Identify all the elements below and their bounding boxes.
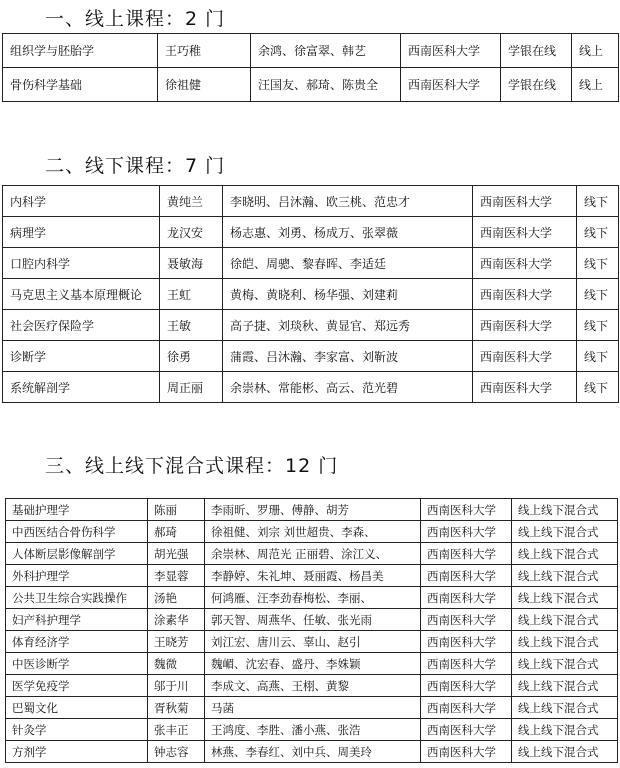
team-members-cell: 马菡 [205,697,421,719]
course-name-cell: 巴蜀文化 [6,697,148,719]
course-name-cell: 系统解剖学 [3,372,160,403]
course-name-cell: 针灸学 [6,719,148,741]
mode-cell: 线上 [572,34,619,68]
school-cell: 西南医科大学 [473,248,577,279]
offline-course-table [2,185,619,403]
table-row [3,341,619,372]
school-cell: 西南医科大学 [421,697,512,719]
table-row [6,565,618,587]
mode-cell: 线下 [577,310,619,341]
lead-teacher-cell: 郝琦 [148,521,205,543]
course-name-cell: 中医诊断学 [6,653,148,675]
school-cell: 西南医科大学 [421,543,512,565]
lead-teacher-cell: 钟志容 [148,741,205,763]
course-name-cell: 中西医结合骨伤科学 [6,521,148,543]
table-row [3,186,619,217]
lead-teacher-cell: 周正丽 [160,372,223,403]
mode-cell: 线下 [577,186,619,217]
team-members-cell: 徐皑、周骢、黎春晖、李适廷 [223,248,473,279]
table-row [6,653,618,675]
team-members-cell: 刘江宏、唐川云、辜山、赵引 [205,631,421,653]
school-cell: 西南医科大学 [473,341,577,372]
lead-teacher-cell: 汤艳 [148,587,205,609]
mode-cell: 线下 [577,217,619,248]
team-members-cell: 郭天智、周燕华、任敏、张光雨 [205,609,421,631]
school-cell: 西南医科大学 [421,653,512,675]
table-row [6,609,618,631]
table-row [6,741,618,763]
mode-cell: 线上线下混合式 [512,719,618,741]
table-row [6,697,618,719]
school-cell: 西南医科大学 [421,741,512,763]
school-cell: 西南医科大学 [421,631,512,653]
table-row [6,675,618,697]
team-members-cell: 魏嵋、沈宏春、盛丹、李姝颖 [205,653,421,675]
team-members-cell: 蒲霞、吕沐瀚、李家富、刘靳波 [223,341,473,372]
school-cell: 西南医科大学 [421,719,512,741]
mode-cell: 线上线下混合式 [512,653,618,675]
lead-teacher-cell: 胡光强 [148,543,205,565]
school-cell: 西南医科大学 [421,587,512,609]
section-title-offline: 二、线下课程：7 门 [45,155,226,177]
lead-teacher-cell: 王虹 [160,279,223,310]
team-members-cell: 杨志惠、刘勇、杨成万、张翠薇 [223,217,473,248]
mode-cell: 线下 [577,372,619,403]
mode-cell: 线上 [572,68,619,102]
team-members-cell: 余崇林、常能彬、高云、范光碧 [223,372,473,403]
blended-course-rows [6,499,618,763]
course-name-cell: 外科护理学 [6,565,148,587]
table-row [3,217,619,248]
course-name-cell: 口腔内科学 [3,248,160,279]
mode-cell: 线上线下混合式 [512,499,618,521]
course-name-cell: 基础护理学 [6,499,148,521]
school-cell: 西南医科大学 [421,521,512,543]
course-name-cell: 公共卫生综合实践操作 [6,587,148,609]
course-name-cell: 病理学 [3,217,160,248]
school-cell: 西南医科大学 [473,310,577,341]
school-cell: 西南医科大学 [421,565,512,587]
course-name-cell: 马克思主义基本原理概论 [3,279,160,310]
mode-cell: 线上线下混合式 [512,675,618,697]
team-members-cell: 林燕、李春红、刘中兵、周美玲 [205,741,421,763]
mode-cell: 线下 [577,279,619,310]
mode-cell: 线上线下混合式 [512,741,618,763]
mode-cell: 线上线下混合式 [512,609,618,631]
table-row [3,34,619,68]
team-members-cell: 汪国友、郝琦、陈贵全 [251,68,401,102]
offline-course-rows [3,186,619,403]
platform-cell: 学银在线 [501,68,572,102]
lead-teacher-cell: 涂素华 [148,609,205,631]
table-row [3,372,619,403]
lead-teacher-cell: 徐勇 [160,341,223,372]
team-members-cell: 余鸿、徐富翠、韩艺 [251,34,401,68]
table-row [6,499,618,521]
course-name-cell: 内科学 [3,186,160,217]
mode-cell: 线上线下混合式 [512,543,618,565]
lead-teacher-cell: 徐祖健 [158,68,251,102]
team-members-cell: 高子捷、刘琰秋、黄显官、郑远秀 [223,310,473,341]
course-name-cell: 妇产科护理学 [6,609,148,631]
section-title-blended: 三、线上线下混合式课程：12 门 [45,455,339,477]
table-row [6,719,618,741]
table-row [3,248,619,279]
section-title-online: 一、线上课程：2 门 [45,8,226,30]
team-members-cell: 李晓明、吕沐瀚、欧三桃、范忠才 [223,186,473,217]
blended-course-table [5,498,618,763]
lead-teacher-cell: 聂敏海 [160,248,223,279]
table-row [6,543,618,565]
team-members-cell: 王鸿度、李胜、潘小燕、张浩 [205,719,421,741]
team-members-cell: 何鸿雁、汪李劲春梅松、李丽、 [205,587,421,609]
lead-teacher-cell: 王晓芳 [148,631,205,653]
school-cell: 西南医科大学 [401,68,501,102]
mode-cell: 线上线下混合式 [512,521,618,543]
lead-teacher-cell: 邬于川 [148,675,205,697]
school-cell: 西南医科大学 [473,186,577,217]
mode-cell: 线下 [577,341,619,372]
course-name-cell: 体育经济学 [6,631,148,653]
school-cell: 西南医科大学 [401,34,501,68]
school-cell: 西南医科大学 [421,675,512,697]
school-cell: 西南医科大学 [473,217,577,248]
lead-teacher-cell: 李显蓉 [148,565,205,587]
school-cell: 西南医科大学 [421,499,512,521]
course-name-cell: 人体断层影像解剖学 [6,543,148,565]
lead-teacher-cell: 王敏 [160,310,223,341]
lead-teacher-cell: 陈丽 [148,499,205,521]
course-name-cell: 医学免疫学 [6,675,148,697]
mode-cell: 线上线下混合式 [512,697,618,719]
team-members-cell: 徐祖健、刘宗 刘世超贵、李森、 [205,521,421,543]
school-cell: 西南医科大学 [473,372,577,403]
mode-cell: 线上线下混合式 [512,631,618,653]
lead-teacher-cell: 胥秋菊 [148,697,205,719]
table-row [6,587,618,609]
course-name-cell: 方剂学 [6,741,148,763]
team-members-cell: 余崇林、周范光 正丽碧、涂江义、 [205,543,421,565]
course-name-cell: 组织学与胚胎学 [3,34,158,68]
mode-cell: 线上线下混合式 [512,565,618,587]
lead-teacher-cell: 王巧稚 [158,34,251,68]
mode-cell: 线下 [577,248,619,279]
table-row [6,631,618,653]
table-row [6,521,618,543]
lead-teacher-cell: 黄纯兰 [160,186,223,217]
team-members-cell: 李雨昕、罗珊、傅静、胡芳 [205,499,421,521]
school-cell: 西南医科大学 [421,609,512,631]
team-members-cell: 李成文、高燕、王栩、黄黎 [205,675,421,697]
online-course-rows [3,34,619,102]
school-cell: 西南医科大学 [473,279,577,310]
course-name-cell: 诊断学 [3,341,160,372]
course-name-cell: 社会医疗保险学 [3,310,160,341]
lead-teacher-cell: 魏微 [148,653,205,675]
table-row [3,279,619,310]
course-name-cell: 骨伤科学基础 [3,68,158,102]
online-course-table [2,33,619,102]
lead-teacher-cell: 张丰正 [148,719,205,741]
table-row [3,310,619,341]
team-members-cell: 李静婷、朱礼坤、聂丽霞、杨昌美 [205,565,421,587]
mode-cell: 线上线下混合式 [512,587,618,609]
table-row [3,68,619,102]
team-members-cell: 黄梅、黄晓利、杨华强、刘建莉 [223,279,473,310]
platform-cell: 学银在线 [501,34,572,68]
lead-teacher-cell: 龙汉安 [160,217,223,248]
